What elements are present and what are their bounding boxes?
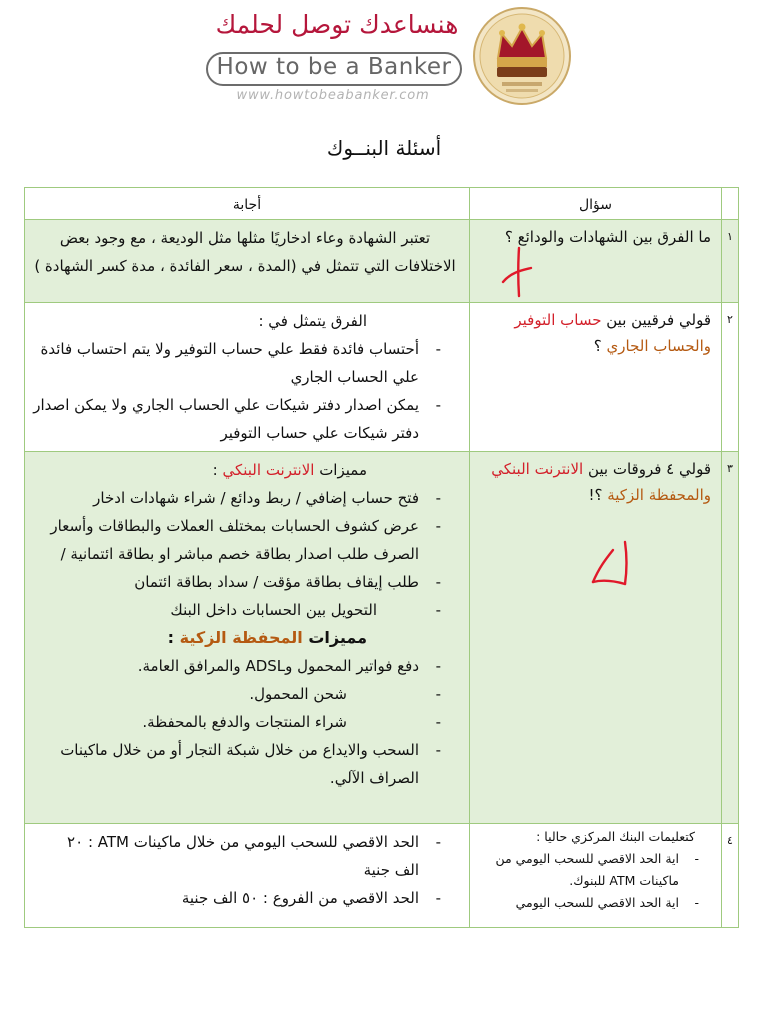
- list-item: - شحن المحمول.: [33, 680, 457, 708]
- row-number: ١: [722, 220, 739, 303]
- site-logo: [200, 6, 580, 106]
- header-answer: أجابة: [25, 188, 470, 220]
- answer-cell: [25, 824, 470, 928]
- table-header-row: [25, 188, 739, 220]
- row-number: ٤: [722, 824, 739, 928]
- answer-text: تعتبر الشهادة وعاء ادخاريًا مثلها مثل الوديعة ، مع وجود بعض الاختلافات التي تتمثل في (المدة ، سعر الفائدة ، مدة كسر الشهادة ): [34, 229, 456, 275]
- crown-badge-icon: [472, 6, 572, 106]
- row-number: ٢: [722, 303, 739, 452]
- heading-prefix: مميزات: [302, 628, 367, 647]
- answer-list-smart-wallet: [33, 652, 457, 792]
- list-item: - السحب والايداع من خلال شبكة التجار أو من خلال ماكينات الصراف الآلي.: [33, 736, 457, 792]
- question-text: ما الفرق بين الشهادات والودائع ؟: [504, 228, 711, 246]
- page-title: أسئلة البنــوك: [326, 136, 442, 160]
- question-cell: [470, 824, 722, 928]
- answer-list-online-banking: [33, 484, 457, 624]
- heading-highlight: المحفظة الزكية: [179, 628, 303, 647]
- answer-list: [33, 828, 457, 912]
- question-intro: كتعليمات البنك المركزي حاليا :: [536, 829, 695, 844]
- heading-suffix: :: [212, 461, 223, 479]
- header-question: سؤال: [470, 188, 722, 220]
- answer-cell: [25, 220, 470, 303]
- question-list: [474, 848, 709, 914]
- question-cell: [470, 452, 722, 824]
- list-item: - اية الحد الاقصي للسحب اليومي من ماكينات ATM للبنوك.: [474, 848, 709, 892]
- question-highlight-savings: حساب التوفير: [514, 311, 602, 329]
- question-text: قولي فرقيين بين: [601, 311, 711, 329]
- answer-cell: [25, 303, 470, 452]
- table-row: [25, 220, 739, 303]
- answer-heading-smart-wallet: [33, 624, 457, 652]
- table-row: [25, 452, 739, 824]
- heading-prefix: مميزات: [314, 461, 367, 479]
- list-item: - عرض كشوف الحسابات بمختلف العملات والبطاقات وأسعار الصرف طلب اصدار بطاقة خصم مباشر او بطاقة ائتمانية /: [33, 512, 457, 568]
- question-cell: [470, 220, 722, 303]
- question-highlight-smart-wallet: والمحفظة الزكية: [607, 486, 711, 504]
- brand-url: www.howtobeabanker.com: [236, 88, 430, 103]
- heading-highlight: الانترنت البنكي: [222, 461, 315, 479]
- row-number: ٣: [722, 452, 739, 824]
- question-suffix: ؟!: [588, 486, 608, 504]
- table-row: [25, 824, 739, 928]
- list-item: - أحتساب فائدة فقط علي حساب التوفير ولا يتم احتساب فائدة علي الحساب الجاري: [33, 335, 457, 391]
- qa-table: [24, 187, 739, 928]
- list-item: - طلب إيقاف بطاقة مؤقت / سداد بطاقة ائتمان: [33, 568, 457, 596]
- question-cell: [470, 303, 722, 452]
- handwritten-checkmark-icon: [497, 244, 541, 300]
- list-item: - الحد الاقصي للسحب اليومي من خلال ماكينات ATM : ٢٠ الف جنية: [33, 828, 457, 884]
- answer-intro: الفرق يتمثل في :: [258, 312, 367, 330]
- handwritten-x-mark-icon: [587, 538, 641, 588]
- list-item: - فتح حساب إضافي / ربط ودائع / شراء شهادات ادخار: [33, 484, 457, 512]
- brand-tagline-arabic: هنساعدك توصل لحلمك: [215, 10, 459, 39]
- list-item: - دفع فواتير المحمول وADSL والمرافق العامة.: [33, 652, 457, 680]
- question-highlight-online-banking: الانترنت البنكي: [491, 460, 584, 478]
- list-item: - اية الحد الاقصي للسحب اليومي: [474, 892, 709, 914]
- question-highlight-current: والحساب الجاري: [606, 337, 711, 355]
- list-item: - الحد الاقصي من الفروع : ٥٠ الف جنية: [33, 884, 457, 912]
- list-item: - التحويل بين الحسابات داخل البنك: [33, 596, 457, 624]
- answer-list: [33, 335, 457, 447]
- list-item: - شراء المنتجات والدفع بالمحفظة.: [33, 708, 457, 736]
- header-number: [722, 188, 739, 220]
- answer-cell: [25, 452, 470, 824]
- question-suffix: ؟: [593, 337, 607, 355]
- table-row: [25, 303, 739, 452]
- heading-suffix: :: [167, 628, 180, 647]
- question-text: قولي ٤ فروقات بين: [583, 460, 711, 478]
- list-item: - يمكن اصدار دفتر شيكات علي الحساب الجاري ولا يمكن اصدار دفتر شيكات علي حساب التوفير: [33, 391, 457, 447]
- brand-name-english: How to be a Banker: [216, 54, 452, 80]
- answer-heading-online-banking: [33, 456, 457, 484]
